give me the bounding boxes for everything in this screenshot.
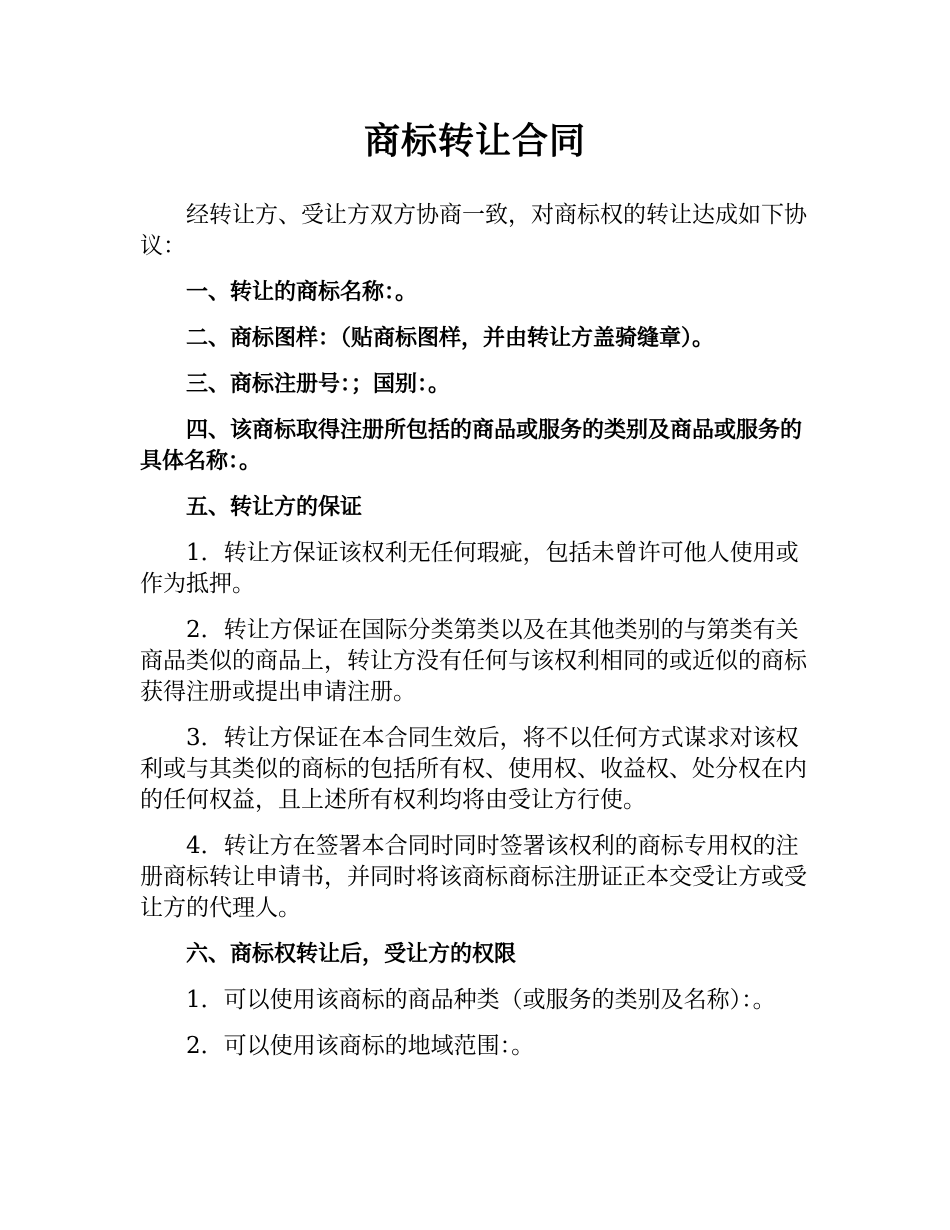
- guarantee-clause-3: 3．转让方保证在本合同生效后，将不以任何方式谋求对该权利或与其类似的商标的包括所有权、使用权、收益权、处分权在内的任何权益，且上述所有权利均将由受让方行使。: [140, 725, 807, 813]
- rights-clause-2: 2．可以使用该商标的地域范围：。: [186, 1033, 535, 1059]
- section-heading-transferor-guarantee: 五、转让方的保证: [186, 495, 363, 520]
- section-heading-goods-classes: 四、该商标取得注册所包括的商品或服务的类别及商品或服务的具体名称：。: [140, 418, 803, 474]
- section-heading-trademark-sample: 二、商标图样：（贴商标图样，并由转让方盖骑缝章）。: [186, 326, 715, 351]
- guarantee-clause-1: 1．转让方保证该权利无任何瑕疵，包括未曾许可他人使用或作为抵押。: [140, 540, 799, 597]
- document-title: 商标转让合同: [363, 121, 586, 162]
- section-heading-trademark-name: 一、转让的商标名称：。: [186, 280, 418, 305]
- guarantee-clause-2: 2．转让方保证在国际分类第类以及在其他类别的与第类有关商品类似的商品上，转让方没有任何与该权利相同的或近似的商标获得注册或提出申请注册。: [140, 617, 807, 705]
- intro-paragraph: 经转让方、受让方双方协商一致，对商标权的转让达成如下协议：: [140, 202, 807, 259]
- rights-clause-1: 1．可以使用该商标的商品种类（或服务的类别及名称）：。: [186, 987, 776, 1013]
- section-heading-transferee-rights: 六、商标权转让后，受让方的权限: [186, 942, 517, 967]
- document-body: [140, 200, 812, 1077]
- guarantee-clause-4: 4．转让方在签署本合同时同时签署该权利的商标专用权的注册商标转让申请书，并同时将该商标商标注册证正本交受让方或受让方的代理人。: [140, 833, 807, 921]
- section-heading-registration-number: 三、商标注册号：；国别：。: [186, 372, 451, 397]
